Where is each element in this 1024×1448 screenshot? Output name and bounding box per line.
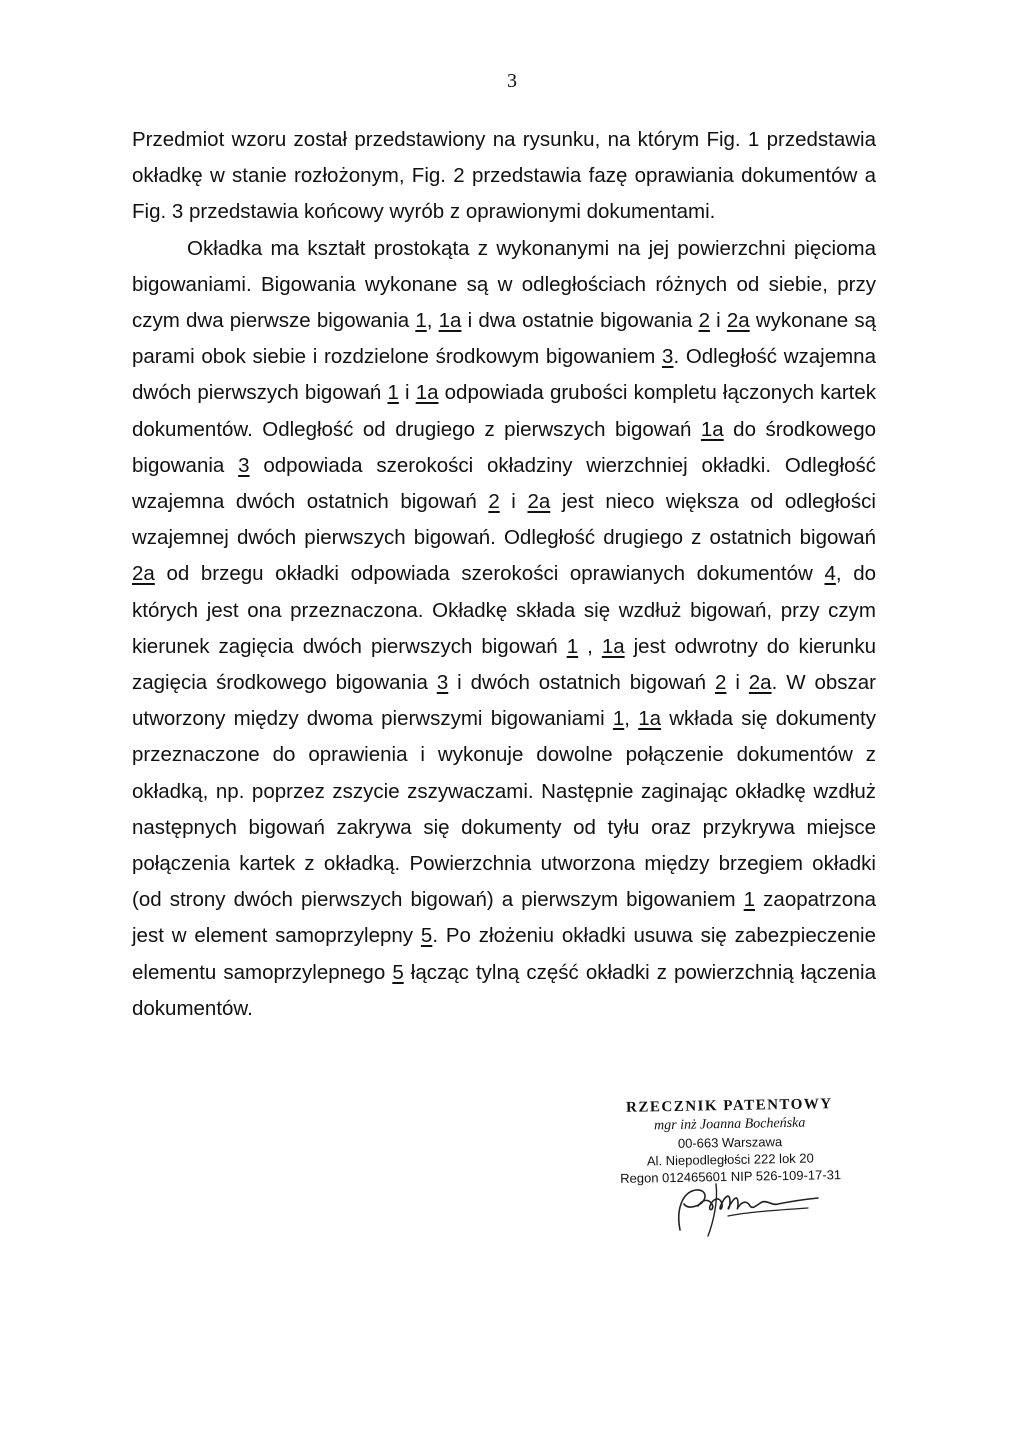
reference-numeral: 2	[698, 309, 710, 333]
text-run: odpowiada szerokości okładziny wierzchniej okładki. Odległość wzajemna dwóch ostatnich bigowań	[132, 453, 876, 514]
text-run: zaopatrzona jest w element samoprzylepny	[132, 888, 877, 948]
reference-numeral: 2	[715, 671, 727, 695]
text-run: odpowiada grubości kompletu łączonych kartek dokumentów. Odległość od drugiego z pierwszych bigowań	[132, 381, 877, 441]
text-run: i dwóch ostatnich bigowań	[448, 671, 715, 695]
text-run: jest odwrotny do kierunku zagięcia środkowego bigowania	[132, 634, 876, 695]
reference-numeral: 1a	[438, 309, 462, 333]
stamp-title: RZECZNIK PATENTOWY	[625, 1096, 833, 1116]
reference-numeral: 1	[612, 707, 625, 731]
text-run: do środkowego bigowania	[132, 417, 876, 477]
stamp-registry: Regon 012465601 NIP 526-109-17-31	[620, 1167, 842, 1186]
reference-numeral: 4	[824, 562, 836, 586]
reference-numeral: 2a	[132, 562, 155, 586]
text-run: wkłada się dokumenty przeznaczone do oprawienia i wykonuje dowolne połączenie dokumentów z okładką, np. poprzez zszycie zszywaczami. Następnie zaginając okładkę wzdłuż następnych bigowań zakrywa się dokumenty od tyłu oraz przykrywa miejsce połączenia kartek z okładką. Powierzchnia utworzona między brzegiem okładki (od strony dwóch pierwszych bigowań) a pierwszym bigowaniem	[132, 707, 876, 912]
text-run: i	[398, 381, 416, 405]
text-run: , do których jest ona przeznaczona. Okładkę składa się wzdłuż bigowań, przy czym kierunek zagięcia dwóch pierwszych bigowań	[132, 562, 877, 658]
text-run: i	[709, 309, 727, 333]
text-run: i	[726, 671, 749, 695]
text-run: . Odległość wzajemna dwóch pierwszych bigowań	[132, 345, 876, 405]
text-run: i dwa ostatnie bigowania	[461, 309, 699, 333]
paragraph-figures	[132, 122, 876, 231]
text-run: od brzegu okładki odpowiada szerokości oprawianych dokumentów	[154, 562, 825, 586]
document-body	[132, 122, 876, 1027]
patent-attorney-stamp	[589, 1094, 871, 1188]
reference-numeral: 3	[436, 671, 449, 695]
reference-numeral: 1a	[601, 634, 625, 658]
text-run: . W obszar utworzony między dwoma pierwszymi bigowaniami	[132, 671, 876, 731]
reference-numeral: 1a	[638, 707, 662, 731]
text-run: ,	[624, 707, 639, 731]
stamp-name: mgr inż Joanna Bocheńska	[653, 1115, 806, 1134]
text-run: ,	[426, 309, 439, 333]
stamp-address-street: Al. Niepodległości 222 lok 20	[646, 1150, 814, 1169]
reference-numeral: 3	[238, 453, 250, 477]
text-run: ,	[578, 634, 602, 658]
stamp-address-city: 00-663 Warszawa	[677, 1134, 783, 1151]
reference-numeral: 5	[420, 924, 433, 948]
reference-numeral: 1	[566, 634, 579, 658]
text-run: Przedmiot wzoru został przedstawiony na rysunku, na którym Fig. 1 przedstawia okładkę w stanie rozłożonym, Fig. 2 przedstawia fazę oprawiania dokumentów a Fig. 3 przedstawia końcowy wyrób z oprawionymi dokumentami.	[132, 128, 876, 224]
text-run: . Po złożeniu okładki usuwa się zabezpieczenie elementu samoprzylepnego	[132, 924, 876, 984]
reference-numeral: 1	[743, 888, 756, 912]
reference-numeral: 1	[387, 381, 399, 405]
reference-numeral: 1a	[700, 417, 724, 441]
reference-numeral: 2a	[527, 490, 551, 514]
reference-numeral: 2	[488, 490, 500, 514]
reference-numeral: 1a	[415, 381, 439, 405]
reference-numeral: 5	[392, 960, 404, 984]
text-run: jest nieco większa od odległości wzajemnej dwóch pierwszych bigowań. Odległość drugiego z ostatnich bigowań	[132, 490, 876, 550]
reference-numeral: 2a	[748, 671, 772, 695]
handwritten-signature	[668, 1180, 828, 1240]
text-run: i	[499, 490, 528, 514]
text-run: wykonane są parami obok siebie i rozdzielone środkowym bigowaniem	[132, 309, 876, 369]
reference-numeral: 1	[415, 309, 427, 333]
text-run: Okładka ma kształt prostokąta z wykonanymi na jej powierzchni pięcioma bigowaniami. Bigowania wykonane są w odległościach różnych od siebie, przy czym dwa pierwsze bigowania	[132, 236, 876, 333]
paragraph-description	[132, 231, 876, 1027]
text-run: łącząc tylną część okładki z powierzchnią łączenia dokumentów.	[132, 960, 876, 1020]
page-number: 3	[507, 70, 517, 92]
reference-numeral: 2a	[726, 309, 750, 333]
reference-numeral: 3	[662, 345, 674, 369]
